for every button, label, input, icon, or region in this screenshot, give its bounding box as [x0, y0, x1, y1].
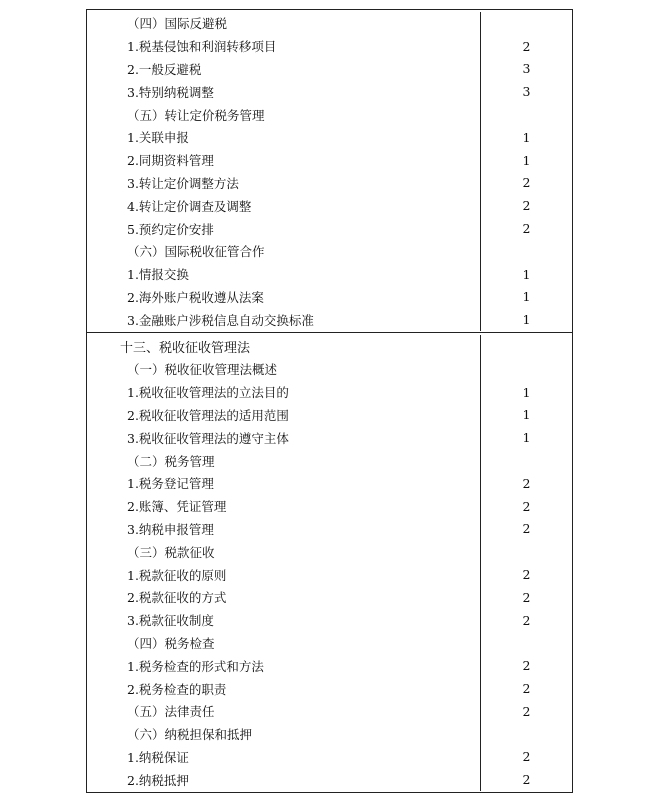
- item-title: 2.海外账户税收遵从法案: [87, 286, 481, 309]
- table-row: [87, 426, 572, 449]
- table-row: [87, 768, 572, 791]
- requirement-level: 2: [522, 612, 531, 628]
- table-row: [87, 404, 572, 427]
- requirement-level: [481, 723, 572, 746]
- section-title: （二）税务管理: [87, 449, 481, 472]
- requirement-level: [481, 632, 572, 655]
- table-row: [87, 654, 572, 677]
- item-title: 2.纳税抵押: [87, 768, 481, 791]
- section-title: （四）税务检查: [87, 632, 481, 655]
- table-row: [87, 172, 572, 195]
- table-row: [87, 609, 572, 632]
- table-row: [87, 700, 572, 723]
- item-title: 1.情报交换: [87, 263, 481, 286]
- item-title: 3.特别纳税调整: [87, 80, 481, 103]
- requirement-level: [481, 12, 572, 35]
- requirement-level: 1: [522, 384, 531, 400]
- item-title: 3.金融账户涉税信息自动交换标准: [87, 308, 481, 331]
- requirement-level: 2: [522, 521, 531, 537]
- table-row: [87, 472, 572, 495]
- requirement-level: 2: [522, 198, 531, 214]
- requirement-level: 2: [522, 589, 531, 605]
- requirement-level: 2: [522, 498, 531, 514]
- item-title: 1.纳税保证: [87, 746, 481, 769]
- item-title: 1.关联申报: [87, 126, 481, 149]
- table-row: [87, 240, 572, 263]
- table-row: [87, 35, 572, 58]
- item-title: 2.税款征收的方式: [87, 586, 481, 609]
- table-row: [87, 632, 572, 655]
- requirement-level: [481, 240, 572, 263]
- item-title: 2.同期资料管理: [87, 149, 481, 172]
- item-title: 1.税务检查的形式和方法: [87, 654, 481, 677]
- section-title: （三）税款征收: [87, 540, 481, 563]
- table-row: [87, 194, 572, 217]
- requirement-level: [481, 103, 572, 126]
- requirement-level: 2: [522, 772, 531, 788]
- table-block: [87, 10, 572, 333]
- item-title: 4.转让定价调查及调整: [87, 194, 481, 217]
- table-row: [87, 563, 572, 586]
- table-row: [87, 586, 572, 609]
- table-row: [87, 746, 572, 769]
- requirement-level: 2: [522, 567, 531, 583]
- requirement-level: 2: [522, 681, 531, 696]
- syllabus-table: [86, 9, 573, 793]
- table-row: [87, 126, 572, 149]
- table-row: [87, 286, 572, 309]
- item-title: 3.税收征收管理法的遵守主体: [87, 426, 481, 449]
- table-block: [87, 333, 572, 793]
- table-row: [87, 263, 572, 286]
- requirement-level: [481, 449, 572, 472]
- section-title: （一）税收征收管理法概述: [87, 358, 481, 381]
- section-title: （六）国际税收征管合作: [87, 240, 481, 263]
- requirement-level: [481, 540, 572, 563]
- table-row: [87, 58, 572, 81]
- requirement-level: 1: [522, 266, 531, 282]
- requirement-level: [481, 358, 572, 381]
- table-row: [87, 677, 572, 700]
- chapter-title: 十三、税收征收管理法: [87, 335, 481, 358]
- item-title: 2.一般反避税: [87, 58, 481, 81]
- table-row: [87, 80, 572, 103]
- item-title: 1.税款征收的原则: [87, 563, 481, 586]
- item-title: 1.税务登记管理: [87, 472, 481, 495]
- table-row: [87, 12, 572, 35]
- item-title: 3.纳税申报管理: [87, 518, 481, 541]
- table-row: [87, 723, 572, 746]
- item-title: 1.税收征收管理法的立法目的: [87, 381, 481, 404]
- table-row: [87, 449, 572, 472]
- requirement-level: 1: [522, 289, 531, 305]
- table-row: [87, 335, 572, 358]
- requirement-level: 2: [522, 221, 531, 237]
- requirement-level: 2: [522, 749, 531, 765]
- requirement-level: 1: [522, 430, 531, 446]
- requirement-level: 2: [522, 658, 531, 674]
- requirement-level: 1: [522, 312, 531, 328]
- requirement-level: 2: [522, 38, 531, 54]
- table-row: [87, 381, 572, 404]
- requirement-level: 2: [522, 175, 531, 191]
- table-row: [87, 518, 572, 541]
- table-row: [87, 149, 572, 172]
- table-row: [87, 103, 572, 126]
- table-row: [87, 358, 572, 381]
- section-title: （六）纳税担保和抵押: [87, 723, 481, 746]
- requirement-level: [481, 335, 572, 358]
- table-row: [87, 308, 572, 331]
- item-title: 3.税款征收制度: [87, 609, 481, 632]
- item-title: 5.预约定价安排: [87, 217, 481, 240]
- section-title: （五）法律责任: [87, 700, 481, 723]
- requirement-level: 3: [522, 84, 531, 100]
- item-title: 2.账簿、凭证管理: [87, 495, 481, 518]
- item-title: 2.税务检查的职责: [87, 677, 481, 700]
- requirement-level: 3: [522, 61, 531, 77]
- table-row: [87, 217, 572, 240]
- item-title: 3.转让定价调整方法: [87, 172, 481, 195]
- table-row: [87, 540, 572, 563]
- section-title: （五）转让定价税务管理: [87, 103, 481, 126]
- requirement-level: 2: [522, 475, 531, 491]
- item-title: 2.税收征收管理法的适用范围: [87, 404, 481, 427]
- table-row: [87, 495, 572, 518]
- requirement-level: 1: [522, 407, 531, 423]
- item-title: 1.税基侵蚀和利润转移项目: [87, 35, 481, 58]
- requirement-level: 2: [522, 703, 531, 719]
- section-title: （四）国际反避税: [87, 12, 481, 35]
- requirement-level: 1: [522, 129, 531, 145]
- requirement-level: 1: [522, 152, 531, 168]
